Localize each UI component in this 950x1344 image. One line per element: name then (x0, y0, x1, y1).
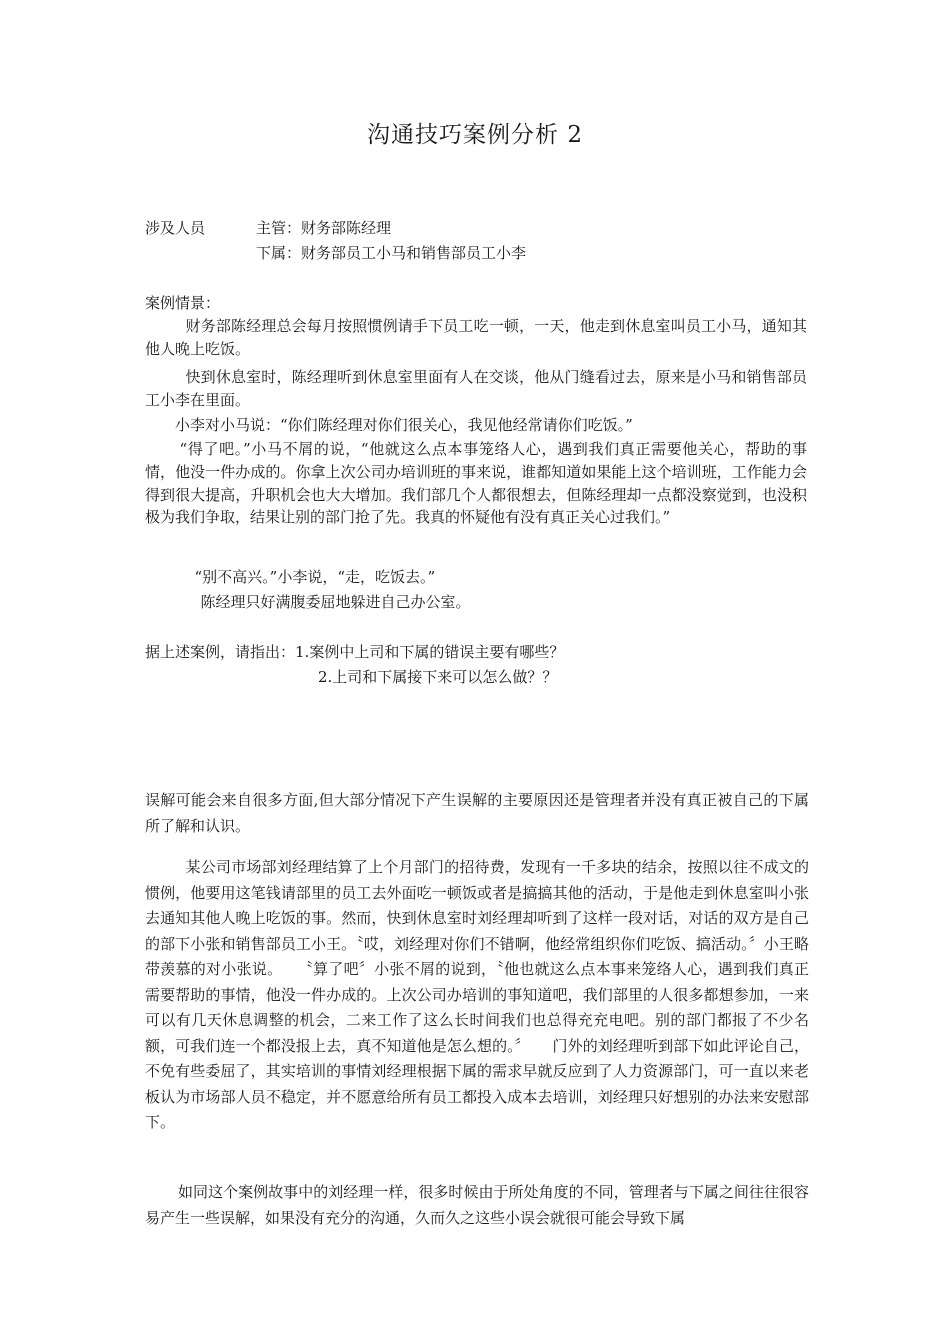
case-paragraph: 陈经理只好满腹委屈地躲进自己办公室。 (200, 593, 471, 611)
supervisor-line: 主管：财务部陈经理 (256, 219, 392, 237)
analysis-paragraph: 误解可能会来自很多方面,但大部分情况下产生误解的主要原因还是管理者并没有真正被自己的下属所了解和认识。 (145, 791, 809, 835)
question-1: 据上述案例，请指出：1.案例中上司和下属的错误主要有哪些？ (145, 643, 565, 661)
question-2: 2.上司和下属接下来可以怎么做？？ (318, 668, 558, 686)
document-title: 沟通技巧案例分析 2 (367, 122, 583, 148)
case-paragraph: “得了吧。”小马不屑的说，“他就这么点本事笼络人心，遇到我们真正需要他关心，帮助的事情，他没一件办成的。你拿上次公司办培训班的事来说，谁都知道如果能上这个培训班，工作能力会得到很大提高，升职机会也大大增加。我们部几个人都很想去，但陈经理却一点都没察觉到，也没积极为我们争取，结果让别的部门抢了先。我真的怀疑他有没有真正关心过我们。” (145, 440, 807, 527)
case-paragraph: 快到休息室时，陈经理听到休息室里面有人在交谈，他从门缝看过去，原来是小马和销售部员工小李在里面。 (145, 368, 807, 409)
case-label: 案例情景： (145, 294, 221, 312)
analysis-paragraph: 某公司市场部刘经理结算了上个月部门的招待费，发现有一千多块的结余，按照以往不成文的惯例，他要用这笔钱请部里的员工去外面吃一顿饭或者是搞搞其他的活动，于是他走到休息室叫小张去通知其他人晚上吃饭的事。然而，快到休息室时刘经理却听到了这样一段对话，对话的双方是自己的部下小张和销售部员工小王。〝哎，刘经理对你们不错啊，他经常组织你们吃饭、搞活动。〞小王略带羡慕的对小张说。 〝算了吧〞小张不屑的说到，〝他也就这么点本事来笼络人心，遇到我们真正需要帮助的事情，他没一件办成的。上次公司办培训的事知道吧，我们部里的人很多都想参加，一来可以有几天休息调整的机会，二来工作了这么长时间我们也总得充充电吧。别的部门都报了不少名额，可我们连一个都没报上去，真不知道他是怎么想的。〞 门外的刘经理听到部下如此评论自己，不免有些委屈了，其实培训的事情刘经理根据下属的需求早就反应到了人力资源部门，可一直以来老板认为市场部人员不稳定，并不愿意给所有员工都投入成本去培训，刘经理只好想别的办法来安慰部下。 (145, 858, 809, 1131)
case-paragraph: 财务部陈经理总会每月按照惯例请手下员工吃一顿，一天，他走到休息室叫员工小马，通知其他人晚上吃饭。 (145, 317, 807, 358)
subordinates-line: 下属：财务部员工小马和销售部员工小李 (256, 244, 527, 262)
analysis-paragraph: 如同这个案例故事中的刘经理一样，很多时候由于所处角度的不同，管理者与下属之间往往很容易产生一些误解，如果没有充分的沟通，久而久之这些小误会就很可能会导致下属 (145, 1183, 809, 1227)
people-label: 涉及人员 (145, 219, 206, 237)
case-paragraph: 小李对小马说：“你们陈经理对你们很关心，我见他经常请你们吃饭。” (175, 416, 633, 434)
case-paragraph: “别不高兴。”小李说，“走，吃饭去。” (194, 568, 436, 586)
